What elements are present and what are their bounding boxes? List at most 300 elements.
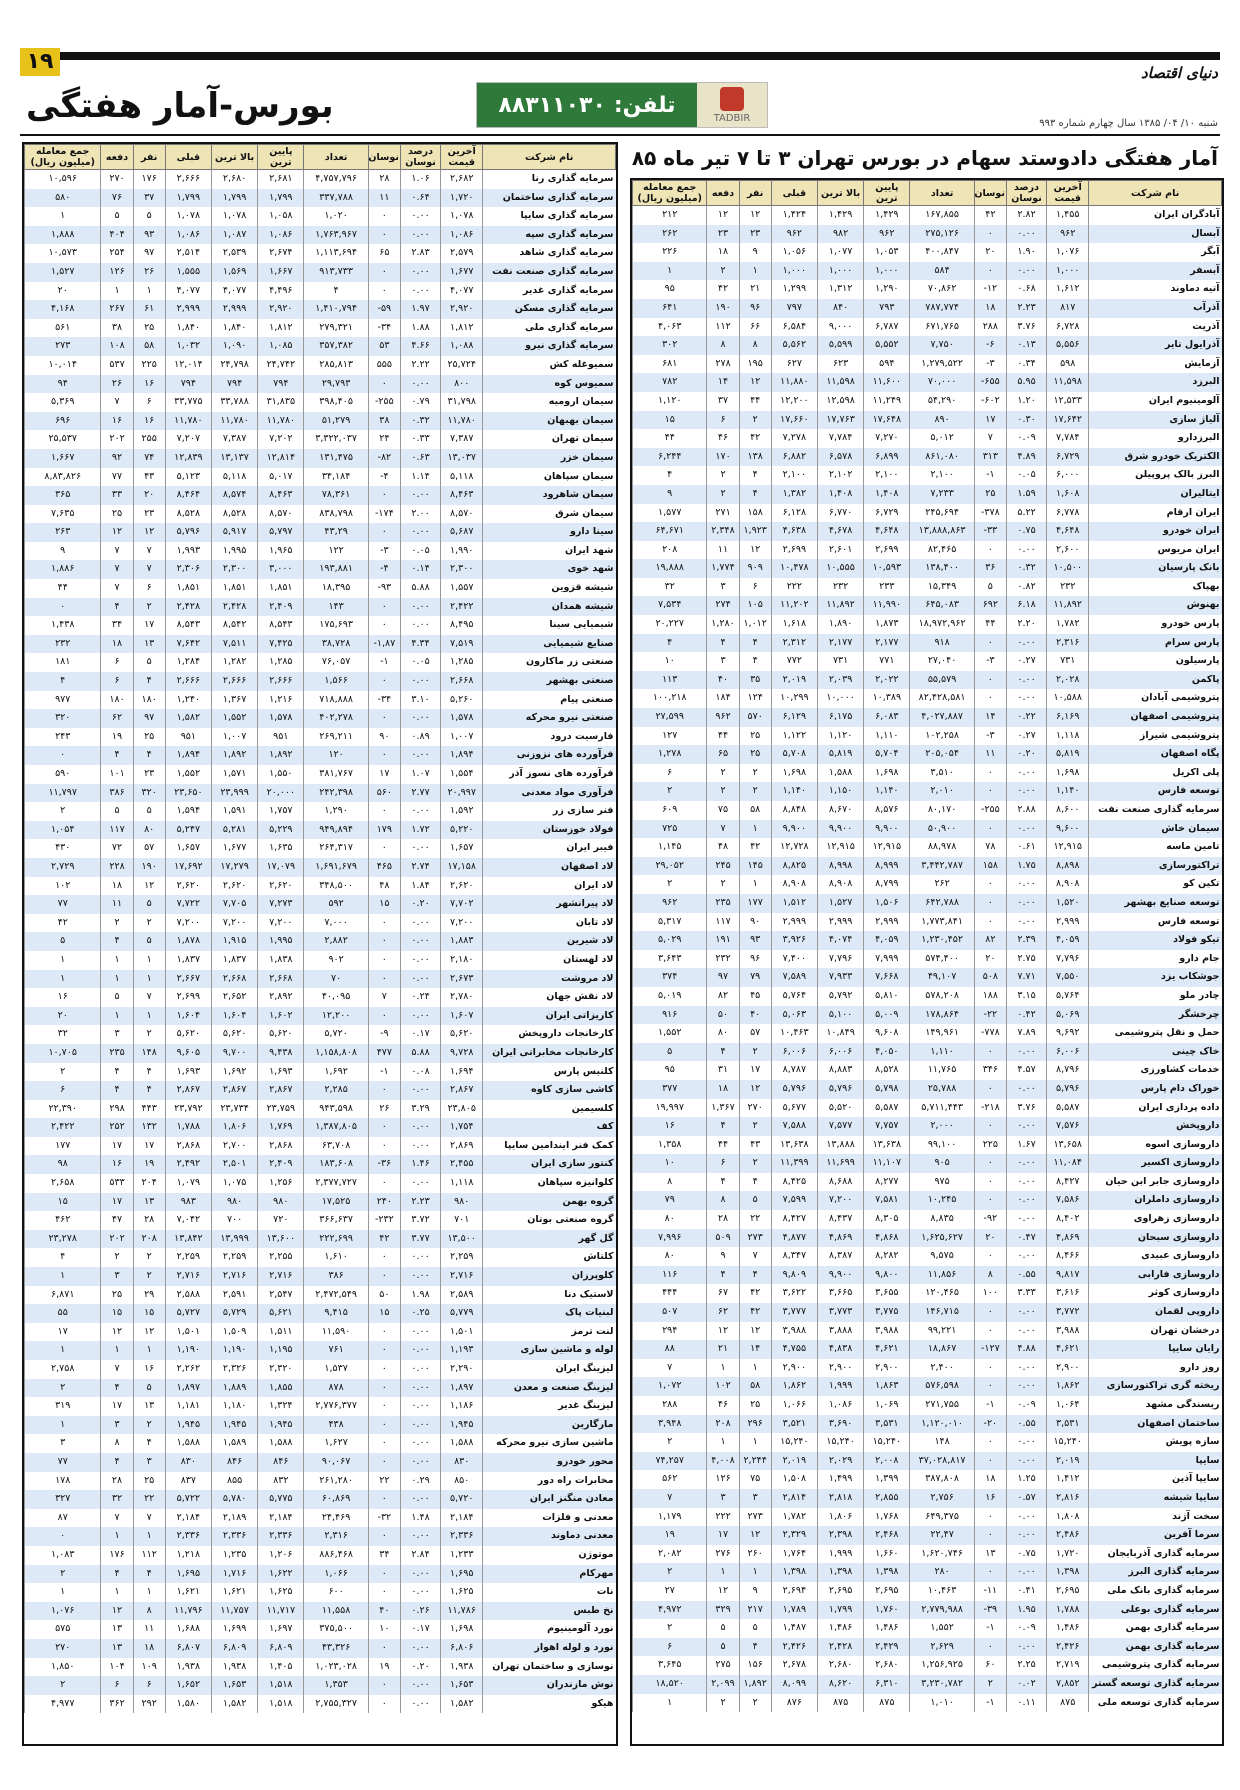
table-cell: ۷ <box>133 1509 165 1528</box>
table-cell: ۰.۰۰ <box>1006 1359 1046 1378</box>
table-cell: ۱۲ <box>707 206 739 225</box>
table-cell: ۱,۵۸۸ <box>817 764 863 783</box>
table-cell: ۹,۹۰۰ <box>817 1266 863 1285</box>
table-cell: ۱ <box>707 1359 739 1378</box>
table-cell: ۱,۱۱۰ <box>864 727 910 746</box>
table-cell: ۵ <box>707 1619 739 1638</box>
table-cell: ۰ <box>368 1676 400 1695</box>
table-cell: ۴.۸۹ <box>1006 448 1046 467</box>
table-cell: ۲,۶۲۰ <box>258 877 304 896</box>
table-row <box>633 541 1222 560</box>
table-row <box>25 1304 616 1323</box>
table-cell: ۲۱۸- <box>974 1099 1006 1118</box>
table-cell: ۸۰۰ <box>441 375 483 394</box>
company-name: فرآوری مواد معدنی <box>483 784 616 803</box>
company-name: لیزینگ ایران <box>483 1360 616 1379</box>
table-row <box>25 523 616 542</box>
table-cell: ۷۸,۳۶۱ <box>304 486 368 505</box>
table-cell: ۱۳,۸۴۲ <box>165 1230 211 1249</box>
table-row <box>25 635 616 654</box>
table-cell: ۵,۷۲۹ <box>211 1304 257 1323</box>
column-header: نفر <box>739 181 771 206</box>
table-cell: ۷,۵۸۹ <box>771 968 817 987</box>
table-cell: ۰.۰۰ <box>400 1453 440 1472</box>
table-cell: ۱,۸۰۶ <box>211 1118 257 1137</box>
table-row <box>25 672 616 691</box>
table-cell: ۹۸۳ <box>165 1193 211 1212</box>
table-cell: ۹۱۸ <box>910 634 974 653</box>
table-cell: ۱,۸۵۱ <box>165 579 211 598</box>
table-cell: ۲۴۰ <box>368 1193 400 1212</box>
table-cell: ۹۴۳,۵۹۸ <box>304 1100 368 1119</box>
table-cell: ۶,۸۰۶ <box>441 1639 483 1658</box>
table-cell: ۲.۲۳ <box>400 1193 440 1212</box>
table-cell: ۶,۲۴۴ <box>633 448 707 467</box>
company-name: سرمایه گذاری رنا <box>483 170 616 189</box>
table-cell: ۰ <box>974 671 1006 690</box>
table-cell: ۲,۴۲۸ <box>165 598 211 617</box>
table-cell: ۱,۶۱۰ <box>304 1248 368 1267</box>
table-cell: ۱,۸۵۱ <box>211 579 257 598</box>
table-cell: ۱,۶۵۲ <box>165 1676 211 1695</box>
table-cell: ۲۴۵ <box>707 857 739 876</box>
table-cell: ۱- <box>368 653 400 672</box>
table-cell: ۲ <box>707 1694 739 1713</box>
company-name: ایتالیران <box>1089 485 1222 504</box>
table-cell: ۹ <box>25 542 101 561</box>
table-row <box>633 1173 1222 1192</box>
table-row <box>633 1545 1222 1564</box>
table-cell: ۱۱,۷۸۰ <box>165 412 211 431</box>
table-cell: ۲,۸۶۸ <box>165 1137 211 1156</box>
table-cell: ۷ <box>633 1489 707 1508</box>
table-cell: ۶,۸۹۹ <box>864 448 910 467</box>
company-name: داروسازی کوثر <box>1089 1284 1222 1303</box>
table-cell: ۷,۷۵۰ <box>910 336 974 355</box>
table-cell: ۱۱ <box>974 745 1006 764</box>
company-name: توسعه صنایع بهشهر <box>1089 894 1222 913</box>
column-header: تعداد <box>304 145 368 170</box>
table-cell: ۲۳۵ <box>101 1044 133 1063</box>
table-cell: ۱۷۶ <box>133 170 165 189</box>
column-header: دفعه <box>101 145 133 170</box>
table-cell: ۲,۱۸۴ <box>258 1509 304 1528</box>
table-cell: ۱۵۶ <box>739 1656 771 1675</box>
table-cell: ۱۷ <box>739 1061 771 1080</box>
column-header: پایین ترین <box>258 145 304 170</box>
table-cell: ۲,۱۰۰ <box>771 466 817 485</box>
table-cell: ۰ <box>368 1397 400 1416</box>
table-row <box>633 1099 1222 1118</box>
table-cell: ۷,۲۷۰ <box>864 429 910 448</box>
table-cell: ۲.۷۴ <box>400 858 440 877</box>
table-cell: ۲,۱۸۴ <box>165 1509 211 1528</box>
table-cell: ۱,۷۸۹ <box>771 1601 817 1620</box>
table-cell: ۵,۵۸۷ <box>1047 1099 1089 1118</box>
table-cell: ۱۵ <box>25 1193 101 1212</box>
table-cell: ۰.۳۳ <box>400 430 440 449</box>
table-cell: ۱,۰۷۷ <box>817 243 863 262</box>
table-cell: ۱,۸۳۷ <box>165 951 211 970</box>
company-name: لاد ایران <box>483 877 616 896</box>
company-name: آبسال <box>1089 225 1222 244</box>
table-cell: ۱۵ <box>368 1304 400 1323</box>
company-name: فیبر ایران <box>483 839 616 858</box>
table-cell: ۶,۷۲۹ <box>864 504 910 523</box>
table-cell: ۰ <box>368 1583 400 1602</box>
table-cell: ۲۹ <box>133 1286 165 1305</box>
table-cell: ۹۶۲ <box>1047 225 1089 244</box>
table-cell: ۷,۵۷۶ <box>1047 1117 1089 1136</box>
table-cell: ۲۲۲,۶۹۹ <box>304 1230 368 1249</box>
table-cell: ۹۶۲ <box>633 894 707 913</box>
table-cell: ۱۶ <box>101 1155 133 1174</box>
table-cell: ۲۱۲ <box>633 206 707 225</box>
table-cell: ۵ <box>25 932 101 951</box>
table-cell: ۵ <box>974 578 1006 597</box>
table-cell: ۵۰۹ <box>707 1229 739 1248</box>
table-cell: ۳ <box>101 1267 133 1286</box>
table-cell: ۱۱,۹۹۰ <box>864 596 910 615</box>
stock-table-left <box>24 144 616 1713</box>
table-cell: ۱۰ <box>633 652 707 671</box>
table-cell: ۱۱,۵۹۸ <box>817 373 863 392</box>
table-cell: ۵۱,۲۷۹ <box>304 412 368 431</box>
table-cell: ۳۲۷ <box>25 1490 101 1509</box>
table-cell: ۸,۸۳,۸۲۶ <box>25 468 101 487</box>
table-cell: ۰.۰۰ <box>400 486 440 505</box>
table-cell: ۰.۰۰ <box>1006 820 1046 839</box>
table-cell: ۵ <box>133 895 165 914</box>
company-name: داروپخش <box>1089 1117 1222 1136</box>
table-row <box>25 300 616 319</box>
table-cell: ۲۴,۷۹۸ <box>211 356 257 375</box>
table-cell: ۷ <box>633 1359 707 1378</box>
table-cell: ۱۸ <box>101 635 133 654</box>
table-cell: ۱,۶۰۸ <box>1047 485 1089 504</box>
table-row <box>633 1136 1222 1155</box>
table-cell: ۴ <box>133 1081 165 1100</box>
table-cell: ۱,۵۰۹ <box>211 1323 257 1342</box>
table-cell: ۰ <box>974 1117 1006 1136</box>
company-name: کارخانجات داروپخش <box>483 1025 616 1044</box>
table-cell: ۴,۹۷۷ <box>25 1695 101 1714</box>
table-cell: ۷.۷۱ <box>1006 968 1046 987</box>
advertisement-banner[interactable] <box>476 82 768 128</box>
table-cell: ۴ <box>101 932 133 951</box>
table-cell: ۴۴ <box>707 1136 739 1155</box>
table-cell: ۸,۴۶۳ <box>441 486 483 505</box>
table-cell: ۱,۴۱۲ <box>1047 1470 1089 1489</box>
table-cell: ۳۸۷,۸۰۸ <box>910 1470 974 1489</box>
company-name: سرمایه گذاری آذربایجان <box>1089 1545 1222 1564</box>
table-cell: ۳۵ <box>739 671 771 690</box>
table-cell: ۲۲ <box>133 1490 165 1509</box>
table-row <box>25 1025 616 1044</box>
table-cell: ۲,۴۰۰ <box>910 1359 974 1378</box>
table-row <box>633 485 1222 504</box>
table-cell: ۲,۸۵۵ <box>864 1489 910 1508</box>
table-cell: ۶۰۲- <box>974 392 1006 411</box>
table-cell: ۲۹۶ <box>739 1415 771 1434</box>
table-cell: ۱,۵۱۸ <box>258 1676 304 1695</box>
table-cell: ۱۵,۲۴۰ <box>864 1433 910 1452</box>
table-cell: ۱,۵۷۱ <box>211 765 257 784</box>
company-name: سرمایه گذاری سپه <box>483 226 616 245</box>
table-cell: ۲۷۵ <box>707 1656 739 1675</box>
table-cell: ۱,۶۰۴ <box>165 1007 211 1026</box>
table-cell: ۷ <box>133 560 165 579</box>
table-cell: ۲۳۲ <box>1047 578 1089 597</box>
table-cell: ۸ <box>707 1191 739 1210</box>
column-header: بالا ترین <box>817 181 863 206</box>
table-cell: ۷,۵۸۱ <box>864 1191 910 1210</box>
table-cell: ۱,۱۵۰ <box>817 782 863 801</box>
table-cell: ۰ <box>368 263 400 282</box>
table-cell: ۱۱,۷۹۷ <box>25 784 101 803</box>
table-cell: ۱,۶۹۱,۶۷۹ <box>304 858 368 877</box>
table-cell: ۱۷,۱۵۸ <box>441 858 483 877</box>
table-row <box>633 634 1222 653</box>
table-cell: ۲,۳۰۰ <box>211 560 257 579</box>
company-name: سرمایه گذاری توسعه ملی <box>1089 1694 1222 1713</box>
table-cell: ۴۰۴ <box>101 226 133 245</box>
table-cell: ۰ <box>25 1527 101 1546</box>
table-cell: ۴,۴۹۶ <box>258 282 304 301</box>
table-cell: ۷۱۸,۸۸۸ <box>304 691 368 710</box>
table-cell: ۲,۰۱۹ <box>1047 1452 1089 1471</box>
table-cell: ۱,۴۵۵ <box>1047 206 1089 225</box>
table-cell: ۲ <box>133 914 165 933</box>
column-header: درصد نوسان <box>400 145 440 170</box>
table-row <box>25 226 616 245</box>
table-cell: ۵,۵۵۶ <box>1047 336 1089 355</box>
table-cell: ۵۷۰ <box>739 708 771 727</box>
table-cell: ۲۳,۷۹۲ <box>165 1100 211 1119</box>
company-name: صنعتی زر ماکارون <box>483 653 616 672</box>
column-header: جمع معامله (میلیون ریال) <box>25 145 101 170</box>
table-cell: ۱,۲۸۵ <box>258 653 304 672</box>
table-cell: ۱,۴۰۵ <box>258 1658 304 1677</box>
table-cell: ۲,۷۷۹,۹۸۸ <box>910 1601 974 1620</box>
company-name: جوشکاب یزد <box>1089 968 1222 987</box>
table-cell: ۲۳۲ <box>817 578 863 597</box>
company-name: بهپاک <box>1089 578 1222 597</box>
table-cell: ۰.۰۰ <box>1006 1080 1046 1099</box>
table-cell: ۱۰,۸۴۹ <box>817 1024 863 1043</box>
table-cell: ۹- <box>368 1025 400 1044</box>
table-cell: ۳ <box>707 578 739 597</box>
table-cell: ۵,۰۱۲ <box>910 429 974 448</box>
table-cell: ۱,۵۰۸ <box>771 1470 817 1489</box>
table-cell: ۱,۴۲۹ <box>817 206 863 225</box>
table-cell: ۱.۰۶ <box>400 170 440 189</box>
table-cell: ۷۰۱ <box>441 1211 483 1230</box>
table-cell: ۶ <box>133 1676 165 1695</box>
table-cell: ۱.۸۸ <box>400 319 440 338</box>
table-cell: ۴,۸۷۷ <box>771 1229 817 1248</box>
table-cell: ۹۷ <box>133 244 165 263</box>
table-row <box>633 1489 1222 1508</box>
table-cell: ۴ <box>133 1434 165 1453</box>
table-cell: ۴,۹۷۲ <box>633 1601 707 1620</box>
table-cell: ۵۸۰ <box>25 189 101 208</box>
company-name: سرمایه گذاری بهمن <box>1089 1619 1222 1638</box>
table-row <box>633 1675 1222 1694</box>
table-row <box>633 913 1222 932</box>
table-cell: ۱,۹۹۰ <box>441 542 483 561</box>
table-cell: ۲۵ <box>739 1396 771 1415</box>
table-cell: ۱ <box>739 262 771 281</box>
table-cell: ۲۲ <box>368 1472 400 1491</box>
table-cell: ۲,۷۵۸ <box>25 1360 101 1379</box>
company-name: سرمایه گذاری بهمن <box>1089 1638 1222 1657</box>
table-cell: ۳۶۲ <box>101 1695 133 1714</box>
table-cell: ۶ <box>101 672 133 691</box>
table-cell: ۷,۵۷۷ <box>817 1117 863 1136</box>
table-cell: ۲,۳۹۸ <box>817 1526 863 1545</box>
table-cell: ۲,۱۸۰ <box>441 951 483 970</box>
table-cell: ۲۹۴ <box>633 1322 707 1341</box>
table-cell: ۸۷۵ <box>1047 1694 1089 1713</box>
table-cell: ۲,۶۲۰ <box>165 877 211 896</box>
table-cell: ۱,۰۵۳ <box>864 243 910 262</box>
table-cell: ۸,۰۹۹ <box>771 1675 817 1694</box>
table-cell: ۱,۰۶۶ <box>304 1565 368 1584</box>
table-cell: ۱,۳۱۲ <box>817 280 863 299</box>
table-cell: ۸,۹۰۸ <box>1047 875 1089 894</box>
table-row <box>25 412 616 431</box>
table-cell: ۱,۶۲۰,۷۴۶ <box>910 1545 974 1564</box>
table-body <box>25 170 616 1714</box>
table-cell: ۲۰,۰۰۰ <box>258 784 304 803</box>
table-cell: ۹۸۰ <box>441 1193 483 1212</box>
table-cell: ۱,۶۰۲ <box>258 1007 304 1026</box>
table-cell: ۰.۰۰ <box>1006 1303 1046 1322</box>
table-cell: ۰.۰۰ <box>400 1676 440 1695</box>
table-cell: ۳۶ <box>974 559 1006 578</box>
table-cell: ۱۴۸ <box>133 1044 165 1063</box>
table-cell: ۰.۱۷ <box>400 1620 440 1639</box>
table-cell: ۲,۹۹۹ <box>817 913 863 932</box>
company-name: صنایع شیمیایی <box>483 635 616 654</box>
table-row <box>25 1155 616 1174</box>
table-row <box>25 1323 616 1342</box>
table-cell: ۴ <box>101 1379 133 1398</box>
table-cell: ۱,۰۲۳,۰۲۸ <box>304 1658 368 1677</box>
table-row <box>25 858 616 877</box>
table-cell: ۷۰,۰۰۰ <box>910 373 974 392</box>
table-cell: ۲۳,۶۵۰ <box>165 784 211 803</box>
company-name: داروپی لقمان <box>1089 1303 1222 1322</box>
table-cell: ۴,۰۷۴ <box>817 931 863 950</box>
table-cell: ۷۴ <box>133 449 165 468</box>
dateline: شنبه ۱۰/ ۰۴/ ۱۳۸۵ سال چهارم شماره ۹۹۳ <box>1039 118 1218 129</box>
table-cell: ۰.۰۰ <box>1006 1508 1046 1527</box>
table-cell: ۲,۳۱۶ <box>304 1527 368 1546</box>
table-cell: ۱,۶۱۲ <box>1047 280 1089 299</box>
table-cell: ۶۵ <box>707 745 739 764</box>
table-cell: ۱,۷۶۴ <box>771 1545 817 1564</box>
table-cell: ۱۱,۲۴۹ <box>864 392 910 411</box>
table-cell: ۳ <box>101 1416 133 1435</box>
table-cell: ۶,۰۸۳ <box>864 708 910 727</box>
table-cell: ۱,۷۷۴ <box>707 559 739 578</box>
table-cell: ۱,۶۹۵ <box>441 1565 483 1584</box>
table-cell: ۸,۹۹۸ <box>817 857 863 876</box>
table-cell: ۱۸ <box>707 1080 739 1099</box>
table-cell: ۴۰۲,۲۷۸ <box>304 709 368 728</box>
table-cell: ۰.۰۰ <box>400 1639 440 1658</box>
table-cell: ۱,۰۷۹ <box>165 1174 211 1193</box>
table-cell: ۲۰ <box>25 282 101 301</box>
table-cell: ۱ <box>25 1267 101 1286</box>
table-cell: ۳۸,۷۲۸ <box>304 635 368 654</box>
table-cell: ۱,۹۴۵ <box>211 1416 257 1435</box>
table-cell: ۲,۵۷۹ <box>441 244 483 263</box>
table-cell: ۴ <box>707 1266 739 1285</box>
table-cell: ۴,۰۷۷ <box>165 282 211 301</box>
table-cell: ۶۴,۶۷۱ <box>633 522 707 541</box>
company-name: چرخشگر <box>1089 1006 1222 1025</box>
table-cell: ۷۳۱ <box>1047 652 1089 671</box>
table-cell: ۱,۴۸۶ <box>817 1619 863 1638</box>
table-cell: ۸,۵۷۶ <box>864 801 910 820</box>
table-row <box>633 1396 1222 1415</box>
table-cell: ۱,۱۱۰ <box>910 1043 974 1062</box>
table-cell: ۱,۵۰۱ <box>441 1323 483 1342</box>
table-cell: ۸۰ <box>133 821 165 840</box>
table-cell: ۲ <box>707 875 739 894</box>
table-cell: ۵,۲۶۰ <box>441 691 483 710</box>
table-cell: ۱۶۷,۸۵۵ <box>910 206 974 225</box>
table-row <box>633 1154 1222 1173</box>
table-cell: ۱۴ <box>739 1340 771 1359</box>
table-cell: ۳۹۸,۴۰۵ <box>304 393 368 412</box>
table-cell: ۱,۶۵۳ <box>211 1676 257 1695</box>
table-cell: ۲۸ <box>133 1211 165 1230</box>
table-cell: ۲,۳۳۶ <box>258 1527 304 1546</box>
table-cell: ۲,۶۶۶ <box>165 170 211 189</box>
table-cell: ۱,۰۸۶ <box>258 226 304 245</box>
table-cell: ۱ <box>25 1416 101 1435</box>
table-cell: ۱,۱۲۰ <box>633 392 707 411</box>
table-cell: ۲,۸۶۷ <box>441 1081 483 1100</box>
column-header: نام شرکت <box>1089 181 1222 206</box>
table-cell: ۱,۲۹۰ <box>864 280 910 299</box>
table-cell: ۱۵ <box>133 1304 165 1323</box>
table-cell: ۱,۶۲۱ <box>211 1583 257 1602</box>
table-cell: ۱۱,۷۸۰ <box>258 412 304 431</box>
table-cell: ۲ <box>707 485 739 504</box>
table-cell: ۱,۷۲۰ <box>441 189 483 208</box>
table-cell: ۵,۶۲۰ <box>258 1025 304 1044</box>
table-cell: ۹۳ <box>133 226 165 245</box>
table-cell: ۱,۸۹۲ <box>258 746 304 765</box>
table-cell: ۲,۴۲۲ <box>441 598 483 617</box>
table-cell: ۲.۸۲ <box>1006 206 1046 225</box>
table-cell: ۴ <box>739 652 771 671</box>
table-cell: ۰ <box>368 1360 400 1379</box>
table-cell: ۰.۰۰ <box>400 709 440 728</box>
table-cell: ۲۰ <box>974 1229 1006 1248</box>
table-cell: ۱۰ <box>368 1620 400 1639</box>
table-cell: ۹,۷۲۸ <box>441 1044 483 1063</box>
table-cell: ۰ <box>368 746 400 765</box>
table-row <box>633 1619 1222 1638</box>
table-cell: ۴ <box>739 1266 771 1285</box>
table-cell: ۳۳- <box>974 522 1006 541</box>
